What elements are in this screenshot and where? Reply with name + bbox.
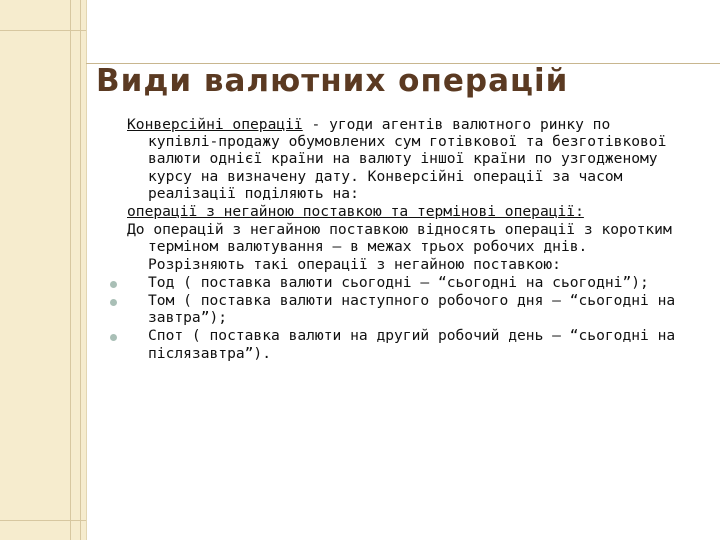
list-item-text: Том ( поставка валюти наступного робочого дня – “сьогодні на завтра”); bbox=[148, 292, 676, 327]
list-item-text: Тод ( поставка валюти сьогодні – “сьогодні на сьогодні”); bbox=[148, 273, 649, 291]
decorative-left-band bbox=[0, 0, 87, 540]
list-item bbox=[127, 274, 687, 291]
slide-title: Види валютних операцій bbox=[96, 63, 569, 99]
decor-vertical-line bbox=[80, 0, 81, 540]
decor-horizontal-line bbox=[0, 520, 86, 521]
paragraph-types bbox=[127, 203, 687, 220]
list-item-text: Спот ( поставка валюти на другий робочий день – “сьогодні на післязавтра”). bbox=[148, 327, 676, 362]
types-heading: операції з негайною поставкою та термінові операції: bbox=[127, 203, 584, 221]
list-item bbox=[127, 292, 687, 326]
slide-body bbox=[127, 116, 687, 362]
decor-vertical-line bbox=[70, 0, 71, 540]
definition-text: - угоди агентів валютного ринку по купівлі-продажу обумовлених сум готівкової та безготівкової валюти однієї країни на валюту іншої країни по узгодженому курсу на визначену дату. Конверсійні операції за часом реалізації поділяють на: bbox=[148, 116, 667, 202]
decor-horizontal-line bbox=[0, 30, 86, 31]
bullet-icon bbox=[110, 281, 117, 288]
bullet-icon bbox=[110, 334, 117, 341]
term-conversion-operations: Конверсійні операції bbox=[127, 116, 303, 133]
paragraph-spot-intro: До операцій з негайною поставкою відносять операції з коротким терміном валютування – в межах трьох робочих днів. Розрізняють такі операції з негайною поставкою: bbox=[127, 221, 672, 273]
bullet-icon bbox=[110, 299, 117, 306]
paragraph-conversion bbox=[127, 116, 687, 202]
list-item bbox=[127, 327, 687, 361]
